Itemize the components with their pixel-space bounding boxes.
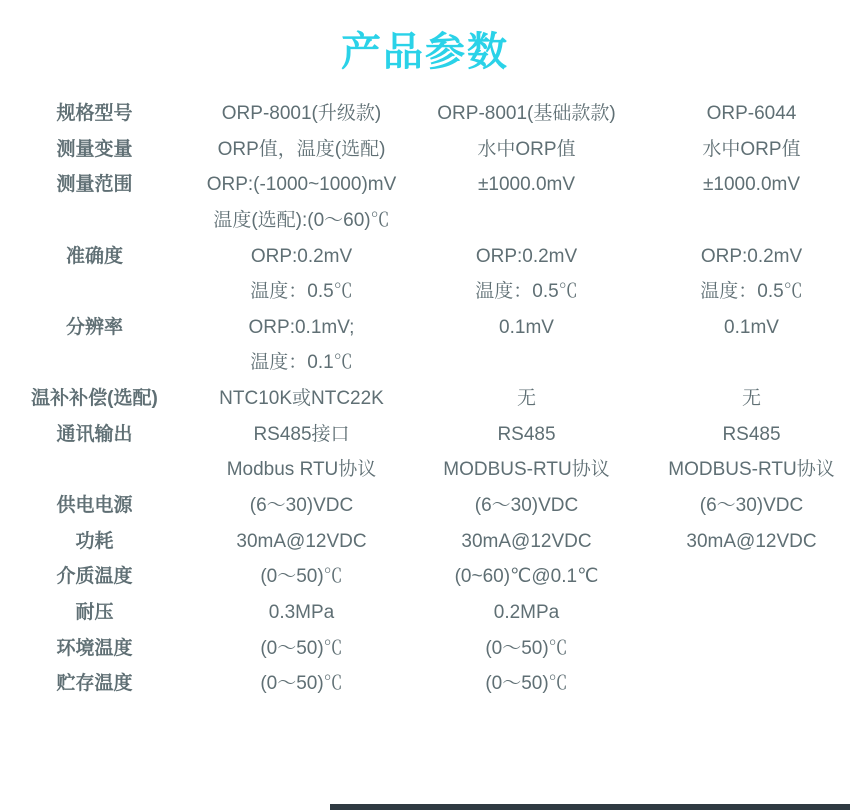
row-cell: MODBUS-RTU协议 bbox=[443, 459, 610, 481]
table-row bbox=[0, 167, 850, 203]
row-cell: (0～50)℃ bbox=[260, 566, 343, 588]
row-cell: 30mA@12VDC bbox=[236, 530, 367, 552]
row-label: 测量范围 bbox=[56, 174, 133, 196]
row-cell: MODBUS-RTU协议 bbox=[668, 459, 835, 481]
row-cell: ±1000.0mV bbox=[702, 174, 801, 196]
row-label: 耐压 bbox=[75, 601, 114, 623]
row-label: 测量变量 bbox=[56, 138, 133, 160]
row-label: 介质温度 bbox=[56, 566, 133, 588]
row-cell: ORP值，温度(选配) bbox=[217, 138, 386, 160]
row-cell: 0.1mV bbox=[499, 316, 554, 338]
table-row bbox=[0, 524, 850, 560]
row-cell: 无 bbox=[741, 388, 761, 410]
table-row bbox=[0, 417, 850, 453]
row-cell: ORP:(-1000~1000)mV bbox=[206, 174, 397, 196]
table-row bbox=[0, 274, 850, 310]
table-row bbox=[0, 239, 850, 275]
spec-table bbox=[0, 96, 850, 702]
row-label: 环境温度 bbox=[56, 637, 133, 659]
row-cell: NTC10K或NTC22K bbox=[219, 388, 384, 410]
row-cell: (6～30)VDC bbox=[474, 495, 579, 517]
row-cell: (0～50)℃ bbox=[260, 673, 343, 695]
table-row bbox=[0, 132, 850, 168]
row-cell: ORP:0.2mV bbox=[700, 245, 803, 267]
row-cell: ORP-8001(升级款) bbox=[221, 103, 382, 124]
row-cell: (6～30)VDC bbox=[699, 495, 804, 517]
row-label: 供电电源 bbox=[56, 495, 133, 517]
row-cell: 30mA@12VDC bbox=[461, 530, 592, 552]
row-cell bbox=[639, 345, 850, 381]
row-label: 贮存温度 bbox=[56, 673, 133, 695]
table-row bbox=[0, 310, 850, 346]
row-cell: 无 bbox=[516, 388, 536, 410]
row-cell: (0～50)℃ bbox=[260, 637, 343, 659]
row-cell: 水中ORP值 bbox=[702, 138, 801, 160]
table-row bbox=[0, 631, 850, 667]
row-cell: (6～30)VDC bbox=[249, 495, 354, 517]
table-row bbox=[0, 96, 850, 132]
row-label: 功耗 bbox=[75, 530, 114, 552]
row-cell: (0～50)℃ bbox=[485, 673, 568, 695]
row-cell bbox=[639, 666, 850, 702]
row-cell: Modbus RTU协议 bbox=[226, 459, 377, 481]
row-label: 规格型号 bbox=[56, 103, 133, 124]
row-label bbox=[0, 452, 189, 488]
table-row bbox=[0, 666, 850, 702]
row-cell: ±1000.0mV bbox=[477, 174, 576, 196]
row-label: 通讯输出 bbox=[56, 423, 133, 445]
row-label bbox=[0, 274, 189, 310]
row-cell: (0~60)℃@0.1℃ bbox=[454, 566, 599, 588]
table-row bbox=[0, 203, 850, 239]
row-cell: 温度：0.5℃ bbox=[250, 281, 353, 303]
row-cell: 温度：0.1℃ bbox=[250, 352, 353, 374]
bottom-divider bbox=[330, 804, 850, 810]
table-row bbox=[0, 345, 850, 381]
row-cell: ORP:0.1mV; bbox=[248, 316, 355, 338]
table-row bbox=[0, 381, 850, 417]
row-cell: (0～50)℃ bbox=[485, 637, 568, 659]
row-cell: RS485 bbox=[497, 423, 556, 445]
row-cell: 0.3MPa bbox=[268, 601, 335, 623]
page-title: 产品参数 bbox=[341, 30, 509, 74]
row-cell: 温度：0.5℃ bbox=[475, 281, 578, 303]
table-row bbox=[0, 595, 850, 631]
row-label: 温补补偿(选配) bbox=[31, 388, 158, 410]
row-label: 准确度 bbox=[65, 245, 123, 267]
row-cell bbox=[639, 631, 850, 667]
row-cell: ORP-6044 bbox=[706, 103, 797, 124]
row-cell: 温度(选配):(0～60)℃ bbox=[213, 209, 390, 231]
row-cell: RS485接口 bbox=[253, 423, 350, 445]
row-label bbox=[0, 345, 189, 381]
row-cell: 0.1mV bbox=[724, 316, 779, 338]
row-cell: RS485 bbox=[722, 423, 781, 445]
row-cell bbox=[639, 203, 850, 239]
row-cell: 0.2MPa bbox=[493, 601, 560, 623]
row-cell bbox=[639, 595, 850, 631]
row-cell: ORP:0.2mV bbox=[250, 245, 353, 267]
row-cell: ORP:0.2mV bbox=[475, 245, 578, 267]
row-cell: 水中ORP值 bbox=[477, 138, 576, 160]
row-label: 分辨率 bbox=[65, 316, 123, 338]
table-row bbox=[0, 559, 850, 595]
row-label bbox=[0, 203, 189, 239]
row-cell bbox=[639, 559, 850, 595]
row-cell bbox=[414, 203, 639, 239]
row-cell bbox=[414, 345, 639, 381]
row-cell: 温度：0.5℃ bbox=[700, 281, 803, 303]
row-cell: 30mA@12VDC bbox=[686, 530, 817, 552]
table-row bbox=[0, 452, 850, 488]
row-cell: ORP-8001(基础款款) bbox=[437, 103, 616, 124]
table-row bbox=[0, 488, 850, 524]
